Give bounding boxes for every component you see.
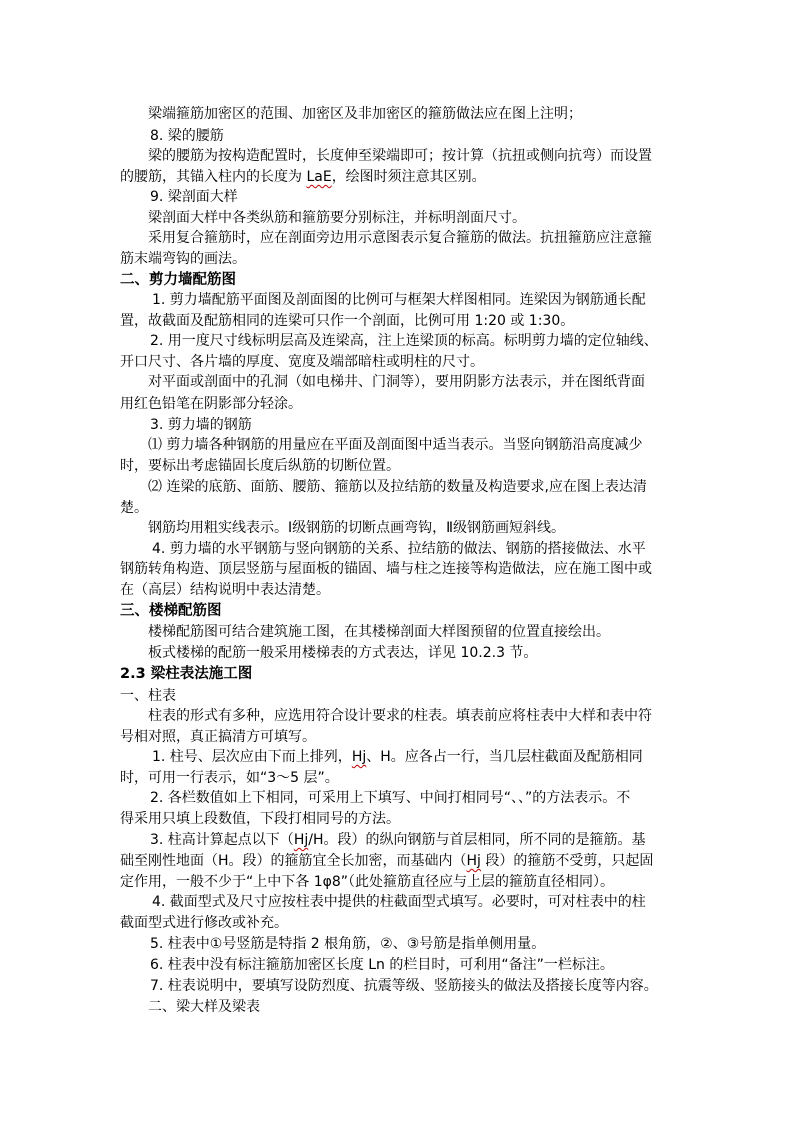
- text-segment: ⑵ 连梁的底筋、面筋、腰筋、箍筋以及拉结筋的数量及构造要求,应在图上表达清: [148, 479, 647, 495]
- text-line: [120, 686, 176, 706]
- text-line: [148, 435, 642, 455]
- text-line: [148, 622, 610, 642]
- text-line: [150, 331, 658, 351]
- text-line: [150, 788, 630, 808]
- text-segment: 在（高层）结构说明中表达清楚。: [120, 582, 330, 598]
- text-line: [148, 997, 260, 1017]
- text-segment: 楼梯配筋图可结合建筑施工图，在其楼梯剖面大样图预留的位置直接绘出。: [148, 624, 610, 640]
- text-line: [152, 539, 646, 559]
- text-line: [150, 934, 545, 954]
- text-segment: 梁端箍筋加密区的范围、加密区及非加密区的箍筋做法应在图上注明；: [148, 106, 582, 122]
- spellcheck-flagged-text: LaE: [306, 169, 332, 185]
- text-line: [152, 290, 646, 310]
- text-line: [150, 976, 658, 996]
- text-line: [120, 311, 574, 331]
- text-segment: 的腰筋，其锚入柱内的长度为: [120, 169, 307, 185]
- text-segment: 截面型式进行修改或补充。: [120, 915, 288, 931]
- text-segment: 板式楼梯的配筋一般采用楼梯表的方式表达，详见 10.2.3 节。: [148, 645, 538, 661]
- section-heading: [120, 664, 252, 684]
- text-segment: 二、梁大样及梁表: [148, 999, 260, 1015]
- text-segment: 础至刚性地面（H。段）的箍筋宜全长加密，而基础内（: [120, 853, 467, 869]
- text-segment: 时，要标出考虑锚固长度后纵筋的切断位置。: [120, 458, 400, 474]
- text-line: [120, 352, 484, 372]
- text-segment: 楚。: [120, 500, 148, 516]
- text-line: [148, 104, 582, 124]
- text-line: [120, 768, 339, 788]
- text-segment: 段）的箍筋不受剪，只起固: [480, 853, 654, 869]
- text-segment: 2. 各栏数值如上下相同，可采用上下填写、中间打相同号“、、”的方法表示。不: [150, 790, 631, 806]
- text-line: [150, 415, 252, 435]
- text-line: [120, 559, 652, 579]
- text-line: [120, 394, 302, 414]
- text-segment: 8. 梁的腰筋: [150, 128, 224, 144]
- text-segment: 钢筋转角构造、顶层竖筋与屋面板的锚固、墙与柱之连接等构造做法，应在施工图中或: [120, 561, 652, 577]
- text-segment: 3. 柱高计算起点以下（: [150, 832, 294, 848]
- text-segment: 2.3 梁柱表法施工图: [120, 666, 253, 682]
- text-segment: 采用复合箍筋时，应在剖面旁边用示意图表示复合箍筋的做法。抗扭箍筋应注意箍: [148, 230, 652, 246]
- section-heading: [120, 270, 236, 290]
- text-line: [120, 456, 400, 476]
- text-segment: 得采用只填上段数值，下段打相同号的方法。: [120, 811, 400, 827]
- text-line: [148, 372, 645, 392]
- text-segment: 9. 梁剖面大样: [150, 189, 238, 205]
- text-segment: ⑴ 剪力墙各种钢筋的用量应在平面及剖面图中适当表示。当竖向钢筋沿高度减少: [148, 437, 643, 453]
- text-segment: 置，故截面及配筋相同的连梁可只作一个剖面，比例可用 1:20 或 1:30。: [120, 313, 575, 329]
- text-line: [120, 167, 486, 187]
- spellcheck-flagged-text: Hj: [351, 749, 367, 765]
- text-segment: 4. 截面型式及尺寸应按柱表中提供的柱截面型式填写。必要时，可对柱表中的柱: [152, 894, 646, 910]
- text-segment: 用红色铅笔在阴影部分轻涂。: [120, 396, 302, 412]
- text-segment: 6. 柱表中没有标注箍筋加密区长度 Ln 的栏目时，可利用“备注”一栏标注。: [150, 957, 614, 973]
- text-line: [120, 872, 614, 892]
- text-line: [120, 809, 400, 829]
- spellcheck-flagged-text: Hj: [466, 853, 481, 869]
- text-segment: 定作用，一般不少于“上中下各 1φ8”（此处箍筋直径应与上层的箍筋直径相同）。: [120, 874, 615, 890]
- text-segment: 时，可用一行表示，如“3～5 层”。: [120, 770, 339, 786]
- text-segment: 三、楼梯配筋图: [120, 603, 222, 619]
- text-line: [148, 146, 652, 166]
- text-line: [148, 706, 652, 726]
- text-segment: 4. 剪力墙的水平钢筋与竖向钢筋的关系、拉结筋的做法、钢筋的搭接做法、水平: [152, 541, 646, 557]
- text-line: [120, 249, 246, 269]
- text-line: [120, 913, 288, 933]
- text-line: [148, 208, 526, 228]
- text-segment: 、H。应各占一行，当几层柱截面及配筋相同: [366, 749, 643, 765]
- text-line: [152, 892, 646, 912]
- text-segment: 对平面或剖面中的孔洞（如电梯井、门洞等），要用阴影方法表示，并在图纸背面: [148, 374, 645, 390]
- text-segment: 柱表的形式有多种，应选用符合设计要求的柱表。填表前应将柱表中大样和表中符: [148, 708, 652, 724]
- text-line: [148, 643, 537, 663]
- text-segment: 筋末端弯钩的画法。: [120, 251, 246, 267]
- text-segment: 2. 用一度尺寸线标明层高及连梁高，注上连梁顶的标高。标明剪力墙的定位轴线、: [150, 333, 658, 349]
- text-segment: 二、剪力墙配筋图: [120, 272, 236, 288]
- text-segment: 一、柱表: [120, 688, 176, 704]
- text-line: [148, 228, 652, 248]
- text-segment: ，绘图时须注意其区别。: [331, 169, 486, 185]
- text-segment: 7. 柱表说明中，要填写设防烈度、抗震等级、竖筋接头的做法及搭接长度等内容。: [150, 978, 658, 994]
- text-line: [150, 187, 238, 207]
- text-segment: 开口尺寸、各片墙的厚度、宽度及端部暗柱或明柱的尺寸。: [120, 354, 484, 370]
- text-line: [120, 498, 148, 518]
- text-segment: 梁的腰筋为按构造配置时，长度伸至梁端即可；按计算（抗扭或侧向抗弯）而设置: [148, 148, 652, 164]
- text-line: [120, 851, 653, 871]
- text-line: [152, 747, 643, 767]
- text-line: [150, 830, 645, 850]
- text-line: [120, 580, 330, 600]
- text-line: [150, 126, 224, 146]
- text-segment: 1. 剪力墙配筋平面图及剖面图的比例可与框架大样图相同。连梁因为钢筋通长配: [152, 292, 646, 308]
- spellcheck-flagged-text: Hj: [293, 832, 309, 848]
- text-line: [120, 727, 316, 747]
- text-segment: 3. 剪力墙的钢筋: [150, 417, 252, 433]
- text-line: [148, 518, 565, 538]
- text-segment: 钢筋均用粗实线表示。Ⅰ级钢筋的切断点画弯钩，Ⅱ级钢筋画短斜线。: [148, 520, 566, 536]
- text-segment: 5. 柱表中①号竖筋是特指 2 根角筋，②、③号筋是指单侧用量。: [150, 936, 546, 952]
- text-segment: 号相对照，真正搞清方可填写。: [120, 729, 316, 745]
- text-line: [148, 477, 647, 497]
- text-segment: 1. 柱号、层次应由下而上排列，: [152, 749, 352, 765]
- text-segment: /H。段）的纵向钢筋与首层相同，所不同的是箍筋。基: [308, 832, 646, 848]
- section-heading: [120, 601, 222, 621]
- text-segment: 梁剖面大样中各类纵筋和箍筋要分别标注，并标明剖面尺寸。: [148, 210, 526, 226]
- text-line: [150, 955, 614, 975]
